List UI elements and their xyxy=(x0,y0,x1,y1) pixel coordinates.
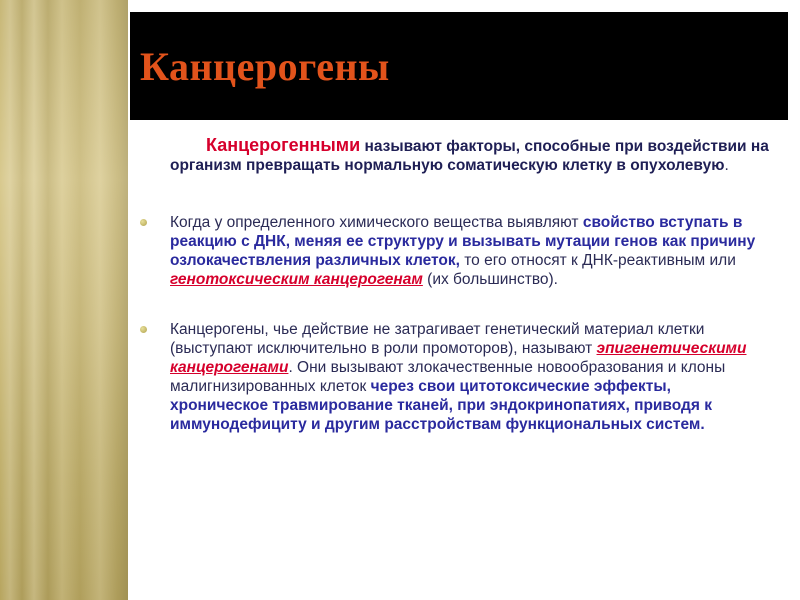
bullet-1-text-d: (их большинство). xyxy=(422,271,558,288)
bullet-dot-icon xyxy=(140,219,147,226)
intro-end: . xyxy=(724,157,729,174)
list-item xyxy=(170,213,770,289)
intro-paragraph xyxy=(170,136,770,175)
slide-content xyxy=(170,136,770,465)
bullet-2-text-c: через свои цитотоксические эффекты, хроническое травмирование тканей, при эндокринопатиях, приводя к иммунодефициту и другим расстройствам функциональных систем. xyxy=(170,378,712,433)
bullet-2-text-b: . Они вызывают злокачественные новообразования и клоны малигнизированных клеток xyxy=(170,359,726,395)
intro-term: Канцерогенными xyxy=(206,135,361,155)
title-bar xyxy=(130,12,788,120)
bullet-1-term: генотоксическим канцерогенам xyxy=(170,271,423,288)
bullet-2-term: эпигенетическими канцерогенами xyxy=(170,340,747,376)
bullet-1-text-c: то его относят к ДНК-реактивным или xyxy=(459,252,736,269)
bullet-list xyxy=(170,213,770,434)
slide-title: Канцерогены xyxy=(140,43,390,89)
bullet-1-text-a: Когда у определенного химического вещества выявляют xyxy=(170,214,583,231)
intro-text: называют факторы, способные при воздействии на организм превращать нормальную соматическую клетку в опухолевую xyxy=(170,138,769,174)
bullet-2-text-a: Канцерогены, чье действие не затрагивает генетический материал клетки (выступают исключительно в роли промоторов), называют xyxy=(170,321,705,357)
list-item xyxy=(170,320,770,434)
bullet-1-text-b: свойство вступать в реакцию с ДНК, меняя ее структуру и вызывать мутации генов как причину озлокачествления различных клеток, xyxy=(170,214,756,269)
decorative-side-band xyxy=(0,0,128,600)
bullet-dot-icon xyxy=(140,326,147,333)
